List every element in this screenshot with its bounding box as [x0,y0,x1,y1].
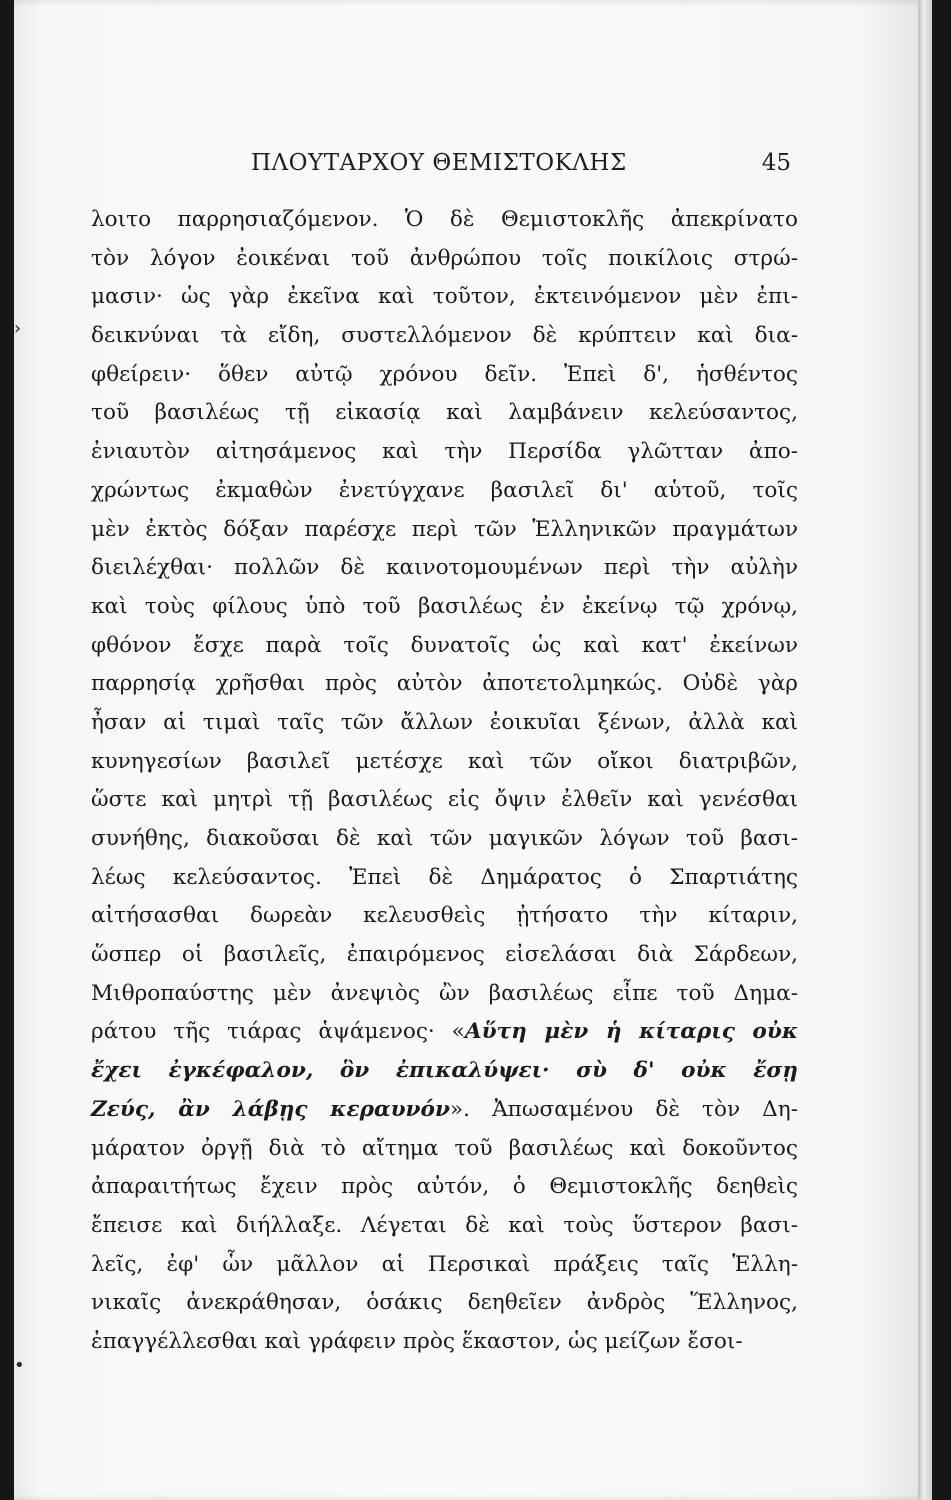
text-line: καὶ τοὺς φίλους ὑπὸ τοῦ βασιλέως ἐν ἐκείνῳ τῷ χρόνῳ, [91,593,798,619]
text-line: κυνηγεσίων βασιλεῖ μετέσχε καὶ τῶν οἴκοι διατριβῶν, [91,748,798,774]
text-line: μασιν· ὡς γὰρ ἐκεῖνα καὶ τοῦτον, ἐκτεινόμενον μὲν ἐπι- [91,284,798,310]
text-line: ἐνιαυτὸν αἰτησάμενος καὶ τὴν Περσίδα γλῶτταν ἀπο- [91,439,798,465]
quoted-speech: Ζεύς, ἂν λάβῃς κεραυνόν [91,1096,450,1122]
margin-mark: • [14,1355,25,1376]
text-line [91,1052,798,1091]
text-line: ἦσαν αἱ τιμαὶ ταῖς τῶν ἄλλων ἐοικυῖαι ξένων, ἀλλὰ καὶ [91,709,798,735]
body-text [91,201,798,1362]
text-line: λέως κελεύσαντος. Ἐπεὶ δὲ Δημάρατος ὁ Σπαρτιάτης [91,864,798,890]
text-line [91,1013,798,1052]
running-title: ΠΛΟΥΤΑΡΧΟΥ ΘΕΜΙΣΤΟΚΛΗΣ [251,150,627,176]
page-number: 45 [761,150,791,176]
text-line [91,1091,798,1130]
text-line: λεῖς, ἐφ' ὧν μᾶλλον αἱ Περσικαὶ πράξεις ταῖς Ἑλλη- [91,1251,798,1277]
text-line: ἔπεισε καὶ διήλλαξε. Λέγεται δὲ καὶ τοὺς ὕστερον βασι- [91,1212,798,1238]
text-line: αἰτήσασθαι δωρεὰν κελευσθεὶς ᾐτήσατο τὴν κίταριν, [91,903,798,929]
text-line: ἀπαραιτήτως ἔχειν πρὸς αὐτόν, ὁ Θεμιστοκλῆς δεηθεὶς [91,1174,798,1200]
quoted-speech: Αὕτη μὲν ἡ κίταρις οὐκ [464,1019,798,1045]
text-line: νικαῖς ἀνεκράθησαν, ὁσάκις δεηθεῖεν ἀνδρὸς Ἕλληνος, [91,1290,798,1316]
text-line: μὲν ἐκτὸς δόξαν παρέσχε περὶ τῶν Ἑλληνικῶν πραγμάτων [91,516,798,542]
page-edge [918,0,932,1500]
text-line: δεικνύναι τὰ εἴδη, συστελλόμενον δὲ κρύπτειν καὶ δια- [91,323,798,349]
text-line: λοιτο παρρησιαζόμενον. Ὁ δὲ Θεμιστοκλῆς ἀπεκρίνατο [91,207,798,232]
margin-mark: › [14,318,22,339]
text-line: παρρησίᾳ χρῆσθαι πρὸς αὐτὸν ἀποτετολμηκώς. Οὐδὲ γὰρ [91,671,798,697]
text-line: φθόνον ἔσχε παρὰ τοῖς δυνατοῖς ὡς καὶ κατ' ἐκείνων [91,632,798,658]
text-line: φθείρειν· ὅθεν αὐτῷ χρόνου δεῖν. Ἐπεὶ δ', ἡσθέντος [91,361,798,387]
text-line: διειλέχθαι· πολλῶν δὲ καινοτομουμένων περὶ τὴν αὐλὴν [91,555,798,581]
text-line: μάρατον ὀργῇ διὰ τὸ αἴτημα τοῦ βασιλέως καὶ δοκοῦντος [91,1135,798,1161]
book-page [14,0,932,1500]
quote-suffix: ». Ἀπωσαμένου δὲ τὸν Δη- [449,1096,798,1122]
running-header [251,150,791,190]
text-line: χρώντως ἐκμαθὼν ἐνετύγχανε βασιλεῖ δι' αὑτοῦ, τοῖς [91,477,798,503]
quoted-speech: ἔχει ἐγκέφαλον, ὃν ἐπικαλύψει· σὺ δ' οὐκ ἔσῃ [91,1058,798,1084]
text-line: Μιθροπαύστης μὲν ἀνεψιὸς ὢν βασιλέως εἶπε τοῦ Δημα- [91,980,798,1006]
text-line: συνήθης, διακοῦσαι δὲ καὶ τῶν μαγικῶν λόγων τοῦ βασι- [91,826,798,851]
text-line: ὥσπερ οἱ βασιλεῖς, ἐπαιρόμενος εἰσελάσαι διὰ Σάρδεων, [91,942,798,968]
text-line: τοῦ βασιλέως τῇ εἰκασίᾳ καὶ λαμβάνειν κελεύσαντος, [91,400,798,426]
quote-prefix: ράτου τῆς τιάρας ἁψάμενος· « [91,1019,465,1045]
text-line: ἐπαγγέλλεσθαι καὶ γράφειν πρὸς ἕκαστον, ὡς μείζων ἔσοι- [91,1328,743,1354]
text-line: τὸν λόγον ἐοικέναι τοῦ ἀνθρώπου τοῖς ποικίλοις στρώ- [91,245,798,271]
text-line: ὥστε καὶ μητρὶ τῇ βασιλέως εἰς ὄψιν ἐλθεῖν καὶ γενέσθαι [91,787,798,813]
